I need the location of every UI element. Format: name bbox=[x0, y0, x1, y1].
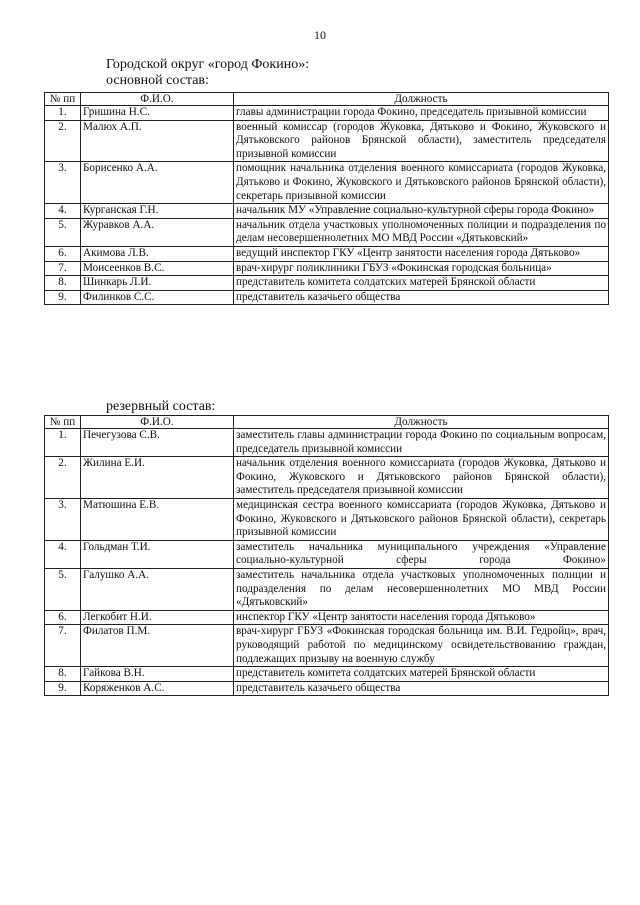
member-name: Филатов П.М. bbox=[81, 625, 234, 667]
row-number: 7. bbox=[45, 625, 81, 667]
table-row bbox=[45, 681, 609, 696]
table-row bbox=[45, 610, 609, 625]
district-title: Городской округ «город Фокино»: bbox=[106, 57, 310, 72]
member-position: врач-хирург поликлиники ГБУЗ «Фокинская городская больница» bbox=[234, 261, 609, 276]
member-name: Легкобит Н.И. bbox=[81, 610, 234, 625]
member-position: заместитель начальника муниципального учреждения «Управление социально-культурной сферы города Фокино» bbox=[234, 540, 609, 568]
member-name: Акимова Л.В. bbox=[81, 246, 234, 261]
member-name: Гришина Н.С. bbox=[81, 106, 234, 121]
member-name: Малюх А.П. bbox=[81, 120, 234, 162]
member-name: Борисенко А.А. bbox=[81, 162, 234, 204]
table-row bbox=[45, 498, 609, 540]
row-number: 4. bbox=[45, 204, 81, 219]
row-number: 3. bbox=[45, 498, 81, 540]
row-number: 2. bbox=[45, 457, 81, 499]
member-position: помощник начальника отделения военного комиссариата (городов Жуковка, Дятьково и Фокино, Жуковского и Дятьковского районов Брянской области), секретарь призывной комиссии bbox=[234, 162, 609, 204]
row-number: 6. bbox=[45, 610, 81, 625]
row-number: 8. bbox=[45, 276, 81, 291]
member-position: представитель комитета солдатских матерей Брянской области bbox=[234, 667, 609, 682]
member-name: Гайкова В.Н. bbox=[81, 667, 234, 682]
table-row bbox=[45, 276, 609, 291]
member-position: начальник отделения военного комиссариата (городов Жуковка, Дятьково и Фокино, Жуковского и Дятьковского районов Брянской области), заместитель председателя призывной комиссии bbox=[234, 457, 609, 499]
row-number: 4. bbox=[45, 540, 81, 568]
column-header-name: Ф.И.О. bbox=[81, 416, 234, 429]
row-number: 7. bbox=[45, 261, 81, 276]
column-header-position: Должность bbox=[234, 416, 609, 429]
row-number: 5. bbox=[45, 218, 81, 246]
table-row bbox=[45, 261, 609, 276]
member-name: Моисеенков В.С. bbox=[81, 261, 234, 276]
row-number: 1. bbox=[45, 429, 81, 457]
member-name: Коряженков А.С. bbox=[81, 681, 234, 696]
table-row bbox=[45, 162, 609, 204]
column-header-number: № пп bbox=[45, 93, 81, 106]
column-header-position: Должность bbox=[234, 93, 609, 106]
reserve-section-caption: резервный состав: bbox=[106, 399, 216, 414]
column-header-number: № пп bbox=[45, 416, 81, 429]
member-position: врач-хирург ГБУЗ «Фокинская городская больница им. В.И. Гедройц», врач, руководящий работой по медицинскому освидетельствованию граждан, подлежащих призыву на военную службу bbox=[234, 625, 609, 667]
member-position: начальник отдела участковых уполномоченных полиции и подразделения по делам несовершеннолетних МО МВД России «Дятьковский» bbox=[234, 218, 609, 246]
member-name: Галушко А.А. bbox=[81, 568, 234, 610]
table-row bbox=[45, 457, 609, 499]
row-number: 9. bbox=[45, 290, 81, 305]
main-section-caption: основной состав: bbox=[106, 73, 209, 88]
table-row bbox=[45, 204, 609, 219]
member-position: главы администрации города Фокино, председатель призывной комиссии bbox=[234, 106, 609, 121]
table-row bbox=[45, 429, 609, 457]
row-number: 2. bbox=[45, 120, 81, 162]
table-row bbox=[45, 290, 609, 305]
row-number: 9. bbox=[45, 681, 81, 696]
table-header-row bbox=[45, 93, 609, 106]
member-position: инспектор ГКУ «Центр занятости населения города Дятьково» bbox=[234, 610, 609, 625]
reserve-members-table bbox=[44, 415, 609, 696]
member-name: Филинков С.С. bbox=[81, 290, 234, 305]
member-position: представитель казачьего общества bbox=[234, 290, 609, 305]
member-position: представитель казачьего общества bbox=[234, 681, 609, 696]
table-row bbox=[45, 120, 609, 162]
table-row bbox=[45, 218, 609, 246]
row-number: 6. bbox=[45, 246, 81, 261]
member-position: начальник МУ «Управление социально-культурной сферы города Фокино» bbox=[234, 204, 609, 219]
table-row bbox=[45, 667, 609, 682]
member-position: ведущий инспектор ГКУ «Центр занятости населения города Дятьково» bbox=[234, 246, 609, 261]
member-position: военный комиссар (городов Жуковка, Дятьково и Фокино, Жуковского и Дятьковского районов Брянской области), заместитель председателя призывной комиссии bbox=[234, 120, 609, 162]
table-row bbox=[45, 106, 609, 121]
row-number: 5. bbox=[45, 568, 81, 610]
member-name: Курганская Г.Н. bbox=[81, 204, 234, 219]
row-number: 3. bbox=[45, 162, 81, 204]
main-members-table bbox=[44, 92, 609, 305]
member-name: Матюшина Е.В. bbox=[81, 498, 234, 540]
member-name: Журавков А.А. bbox=[81, 218, 234, 246]
member-position: заместитель главы администрации города Фокино по социальным вопросам, председатель призывной комиссии bbox=[234, 429, 609, 457]
table-row bbox=[45, 540, 609, 568]
row-number: 8. bbox=[45, 667, 81, 682]
member-name: Печегузова С.В. bbox=[81, 429, 234, 457]
member-name: Гольдман Т.И. bbox=[81, 540, 234, 568]
table-row bbox=[45, 568, 609, 610]
table-header-row bbox=[45, 416, 609, 429]
member-position: медицинская сестра военного комиссариата (городов Жуковка, Дятьково и Фокино, Жуковского и Дятьковского районов Брянской области), секретарь призывной комиссии bbox=[234, 498, 609, 540]
row-number: 1. bbox=[45, 106, 81, 121]
table-row bbox=[45, 625, 609, 667]
member-name: Жилина Е.И. bbox=[81, 457, 234, 499]
column-header-name: Ф.И.О. bbox=[81, 93, 234, 106]
page-number: 10 bbox=[314, 28, 326, 42]
table-row bbox=[45, 246, 609, 261]
member-position: представитель комитета солдатских матерей Брянской области bbox=[234, 276, 609, 291]
member-position: заместитель начальника отдела участковых уполномоченных полиции и подразделения по делам несовершеннолетних МО МВД России «Дятьковский» bbox=[234, 568, 609, 610]
member-name: Шинкарь Л.И. bbox=[81, 276, 234, 291]
